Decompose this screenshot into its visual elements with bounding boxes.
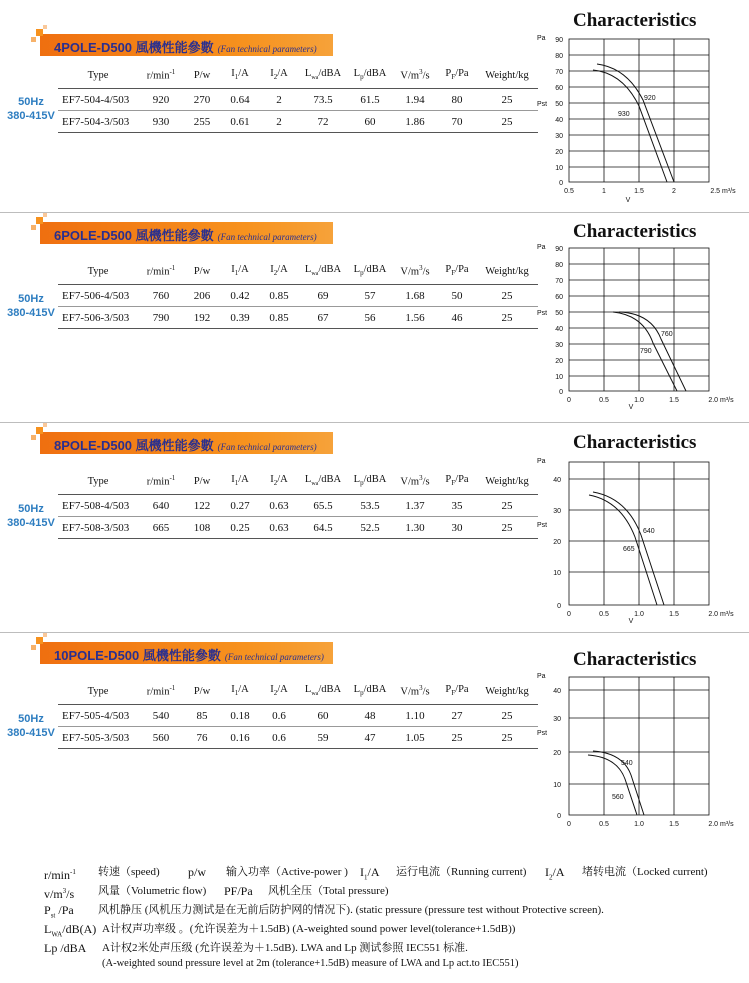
cell: 0.64 [220,89,260,111]
y-tick: 80 [555,262,563,269]
chart-title: Characteristics [573,432,697,453]
curve-label: 790 [640,348,652,355]
cell: 1.37 [392,495,438,517]
table-header [58,468,538,495]
col-speed: $r/\min^{-1}$ [146,264,176,278]
y-tick: 80 [555,53,563,60]
curve-label: 665 [623,546,635,553]
y-tick: 90 [555,246,563,253]
legend-text: 运行电流（Running current) [396,866,527,878]
chart-title: Characteristics [573,221,697,242]
col-i2: $I_2/A$ [270,264,288,278]
cell: 1.94 [392,89,438,111]
legend [44,864,744,975]
legend-row [44,883,744,902]
cell: 25 [476,307,538,329]
cell: 790 [138,307,184,329]
x-tick: 2.0 m³/s [708,611,734,618]
curve-540 [593,751,644,815]
x-tick: 0.5 [599,611,609,618]
cell: 0.85 [260,307,298,329]
cell: 0.85 [260,285,298,307]
y-tick: 40 [553,688,561,695]
cell: 25 [476,285,538,307]
col-type: Type [87,475,109,487]
col-weight: Weight/kg [485,685,529,697]
x-tick: 1.5 [634,188,644,195]
legend-symbol: $L_{WA}/dB(A)$ [44,922,97,939]
banner-subtitle: (Fan technical parameters) [217,442,317,452]
legend-row [44,864,744,883]
y-tick: 50 [555,310,563,317]
x-tick: 1.5 [669,397,679,404]
cell: 56 [348,307,392,329]
x-tick: 0.5 [599,821,609,828]
cell: 25 [476,705,538,727]
cell: 640 [138,495,184,517]
y-tick: 0 [559,180,563,187]
table-header [58,678,538,705]
banner-title: 6POLE-D500 風機性能參數 [54,228,214,243]
voltage-text: 380-415V [7,110,55,122]
section-banner [40,222,333,244]
table-header [58,258,538,285]
cell: EF7-504-4/503 [58,89,138,111]
y-tick: 40 [553,477,561,484]
col-weight: Weight/kg [485,69,529,81]
y-tick: 10 [553,570,561,577]
legend-text: A计权2米处声压级 (允许误差为＋1.5dB). LWA and Lp 测试参照 IEC551 标准. [102,942,468,954]
col-lp: $L_p$/dBA [353,684,387,698]
cell: 1.86 [392,111,438,133]
y-tick: 30 [553,508,561,515]
voltage-text: 380-415V [7,307,55,319]
cell: 206 [184,285,220,307]
cell: 27 [438,705,476,727]
cell: 108 [184,517,220,539]
frequency-text: 50Hz [18,503,44,515]
cell: 47 [348,727,392,749]
cell: 0.39 [220,307,260,329]
cell: 60 [348,111,392,133]
section-banner [40,34,333,56]
legend-symbol: $r/\min^{-1}$ [44,868,76,882]
col-lp: $L_p$/dBA [353,264,387,278]
voltage-label [0,292,62,320]
y-tick: 60 [555,294,563,301]
cell: 0.27 [220,495,260,517]
curve-label: 930 [618,111,630,118]
table-row [58,285,538,307]
legend-text: 输入功率（Active-power ) [226,866,348,878]
cell: 57 [348,285,392,307]
col-flow: $V/m^3/s$ [400,684,430,698]
cell: 920 [138,89,184,111]
legend-row [44,902,744,921]
y-tick: 10 [553,782,561,789]
y-tick: 20 [555,358,563,365]
cell: 25 [438,727,476,749]
cell: 67 [298,307,348,329]
legend-symbol: $v/m^3/s$ [44,887,75,901]
chart-frame [569,248,709,391]
x-tick: 2 [672,188,676,195]
cell: 30 [438,517,476,539]
cell: 0.16 [220,727,260,749]
x-tick: 1.0 [634,821,644,828]
cell: 930 [138,111,184,133]
y-unit: Pa [537,458,546,465]
y-tick: 90 [555,37,563,44]
y-unit: Pa [537,673,546,680]
curve-920 [597,64,674,182]
banner-subtitle: (Fan technical parameters) [217,232,317,242]
cell: 0.18 [220,705,260,727]
cell: 1.30 [392,517,438,539]
x-tick: 0 [567,611,571,618]
col-flow: $V/m^3/s$ [400,264,430,278]
cell: EF7-505-4/503 [58,705,138,727]
col-speed: $r/\min^{-1}$ [146,474,176,488]
y-tick: 0 [559,389,563,396]
y-tick: 20 [553,539,561,546]
col-i1: $I_1/A$ [231,684,249,698]
table-row [58,517,538,539]
col-power: P/w [193,265,211,277]
col-i1: $I_1/A$ [231,68,249,82]
legend-text: 风量（Volumetric flow) [98,885,207,897]
cell: 760 [138,285,184,307]
col-lp: $L_p$/dBA [353,474,387,488]
legend-text: 堵转电流（Locked current) [582,866,708,878]
cell: 255 [184,111,220,133]
frequency-text: 50Hz [18,293,44,305]
legend-symbol: $I_2/A$ [545,865,565,882]
cell: 25 [476,517,538,539]
col-type: Type [87,69,109,81]
cell: 48 [348,705,392,727]
x-tick: 2.5 m³/s [710,188,736,195]
col-lwa: $L_{wa}$/dBA [304,474,342,488]
cell: EF7-508-3/503 [58,517,138,539]
table-row [58,495,538,517]
y-tick: 30 [555,342,563,349]
col-power: P/w [193,475,211,487]
chart-frame [569,39,709,182]
col-pressure: $P_F/Pa$ [445,474,469,488]
cell: 122 [184,495,220,517]
col-speed: $r/\min^{-1}$ [146,68,176,82]
x-tick: 1 [602,188,606,195]
y-tick: 70 [555,69,563,76]
cell: 25 [476,495,538,517]
legend-row [44,956,744,975]
cell: 665 [138,517,184,539]
section-divider [0,422,749,423]
chart-title: Characteristics [573,649,697,670]
table-row [58,111,538,133]
y-tick: 0 [557,603,561,610]
cell: 53.5 [348,495,392,517]
y-tick: 40 [555,117,563,124]
x-tick: 0.5 [564,188,574,195]
col-speed: $r/\min^{-1}$ [146,684,176,698]
cell: EF7-506-4/503 [58,285,138,307]
cell: EF7-508-4/503 [58,495,138,517]
col-flow: $V/m^3/s$ [400,474,430,488]
x-tick: 0 [567,821,571,828]
spec-table [58,62,538,133]
cell: EF7-504-3/503 [58,111,138,133]
banner-title: 4POLE-D500 風機性能參數 [54,40,214,55]
characteristics-chart [527,671,745,831]
chart-title: Characteristics [573,10,697,31]
cell: 70 [438,111,476,133]
chart-frame [569,677,709,815]
frequency-text: 50Hz [18,713,44,725]
x-tick: 2.0 m³/s [708,821,734,828]
cell: 0.25 [220,517,260,539]
cell: 35 [438,495,476,517]
legend-symbol: p/w [188,865,206,879]
x-tick: 1.0 [634,611,644,618]
legend-symbol: $I_1/A$ [360,865,380,882]
cell: 76 [184,727,220,749]
cell: 192 [184,307,220,329]
y-tick: 30 [553,716,561,723]
y-unit: Pa [537,244,546,251]
cell: 25 [476,111,538,133]
col-pressure: $P_F/Pa$ [445,68,469,82]
cell: 1.68 [392,285,438,307]
chart-frame [569,462,709,605]
x-label: V [628,618,634,625]
x-tick: 1.5 [669,611,679,618]
col-type: Type [87,265,109,277]
cell: 540 [138,705,184,727]
cell: 85 [184,705,220,727]
y-tick: 20 [555,149,563,156]
spec-table [58,678,538,749]
legend-text: 风机静压 (风机压力测试是在无前后防护网的情况下). (static pressure (pressure test without Protective screen). [98,904,604,916]
col-lwa: $L_{wa}$/dBA [304,68,342,82]
cell: 25 [476,727,538,749]
x-tick: 1.5 [669,821,679,828]
col-lp: $L_p$/dBA [353,68,387,82]
cell: EF7-505-3/503 [58,727,138,749]
y-label: Pst [537,730,548,737]
cell: 60 [298,705,348,727]
x-tick: 0 [567,397,571,404]
cell: 0.6 [260,727,298,749]
col-pressure: $P_F/Pa$ [445,264,469,278]
section-banner [40,432,333,454]
cell: 2 [260,111,298,133]
curve-label: 760 [661,331,673,338]
section-banner [40,642,333,664]
table-row [58,307,538,329]
curve-label: 640 [643,528,655,535]
col-i1: $I_1/A$ [231,474,249,488]
col-pressure: $P_F/Pa$ [445,684,469,698]
frequency-text: 50Hz [18,96,44,108]
table-row [58,727,538,749]
legend-text: A计权声功率级 。(允许误差为＋1.5dB) (A-weighted sound power level(tolerance+1.5dB)) [102,923,516,935]
legend-text: 转速（speed) [98,866,160,878]
cell: 0.42 [220,285,260,307]
x-label: V [625,197,631,204]
y-tick: 50 [555,101,563,108]
col-lwa: $L_{wa}$/dBA [304,264,342,278]
legend-text: (A-weighted sound pressure level at 2m (tolerance+1.5dB) measure of LWA and Lp act.to IEC551) [102,958,519,969]
cell: 0.6 [260,705,298,727]
voltage-label [0,712,62,740]
col-type: Type [87,685,109,697]
legend-symbol: PF/Pa [224,884,253,898]
cell: 72 [298,111,348,133]
characteristics-chart [527,455,745,633]
cell: 1.10 [392,705,438,727]
cell: 0.63 [260,495,298,517]
col-weight: Weight/kg [485,475,529,487]
y-label: Pst [537,101,548,108]
voltage-text: 380-415V [7,727,55,739]
cell: 64.5 [298,517,348,539]
y-tick: 10 [555,374,563,381]
col-lwa: $L_{wa}$/dBA [304,684,342,698]
y-tick: 60 [555,85,563,92]
curve-label: 540 [621,760,633,767]
y-tick: 0 [557,813,561,820]
curve-label: 920 [644,95,656,102]
col-power: P/w [193,685,211,697]
cell: 59 [298,727,348,749]
y-tick: 10 [555,165,563,172]
cell: 0.63 [260,517,298,539]
cell: 560 [138,727,184,749]
cell: 69 [298,285,348,307]
y-tick: 30 [555,133,563,140]
cell: 52.5 [348,517,392,539]
col-i2: $I_2/A$ [270,474,288,488]
section-divider [0,212,749,213]
cell: EF7-506-3/503 [58,307,138,329]
section-divider [0,632,749,633]
cell: 65.5 [298,495,348,517]
y-tick: 20 [553,750,561,757]
banner-subtitle: (Fan technical parameters) [224,652,324,662]
col-i2: $I_2/A$ [270,684,288,698]
voltage-label [0,502,62,530]
x-label: V [628,404,634,411]
cell: 270 [184,89,220,111]
cell: 2 [260,89,298,111]
banner-title: 8POLE-D500 風機性能參數 [54,438,214,453]
cell: 25 [476,89,538,111]
curve-760 [619,312,686,391]
cell: 1.05 [392,727,438,749]
cell: 1.56 [392,307,438,329]
banner-title: 10POLE-D500 風機性能參數 [54,648,221,663]
x-tick: 1.0 [634,397,644,404]
legend-row [44,921,744,940]
x-tick: 0.5 [599,397,609,404]
col-power: P/w [193,69,211,81]
spec-table [58,258,538,329]
spec-table [58,468,538,539]
cell: 73.5 [298,89,348,111]
cell: 80 [438,89,476,111]
table-header [58,62,538,89]
cell: 0.61 [220,111,260,133]
legend-row [44,940,744,956]
characteristics-chart [527,243,745,421]
legend-symbol: Lp /dBA [44,941,87,955]
col-i1: $I_1/A$ [231,264,249,278]
y-tick: 40 [555,326,563,333]
curve-label: 560 [612,794,624,801]
legend-symbol: $P_{st}$ /Pa [44,903,74,920]
col-i2: $I_2/A$ [270,68,288,82]
y-label: Pst [537,522,548,529]
cell: 46 [438,307,476,329]
table-row [58,705,538,727]
voltage-text: 380-415V [7,517,55,529]
characteristics-chart [527,30,745,208]
cell: 61.5 [348,89,392,111]
legend-text: 风机全压（Total pressure) [268,885,389,897]
y-tick: 70 [555,278,563,285]
cell: 50 [438,285,476,307]
table-row [58,89,538,111]
voltage-label [0,95,62,123]
x-tick: 2.0 m³/s [708,397,734,404]
banner-subtitle: (Fan technical parameters) [217,44,317,54]
y-label: Pst [537,310,548,317]
col-weight: Weight/kg [485,265,529,277]
col-flow: $V/m^3/s$ [400,68,430,82]
y-unit: Pa [537,35,546,42]
